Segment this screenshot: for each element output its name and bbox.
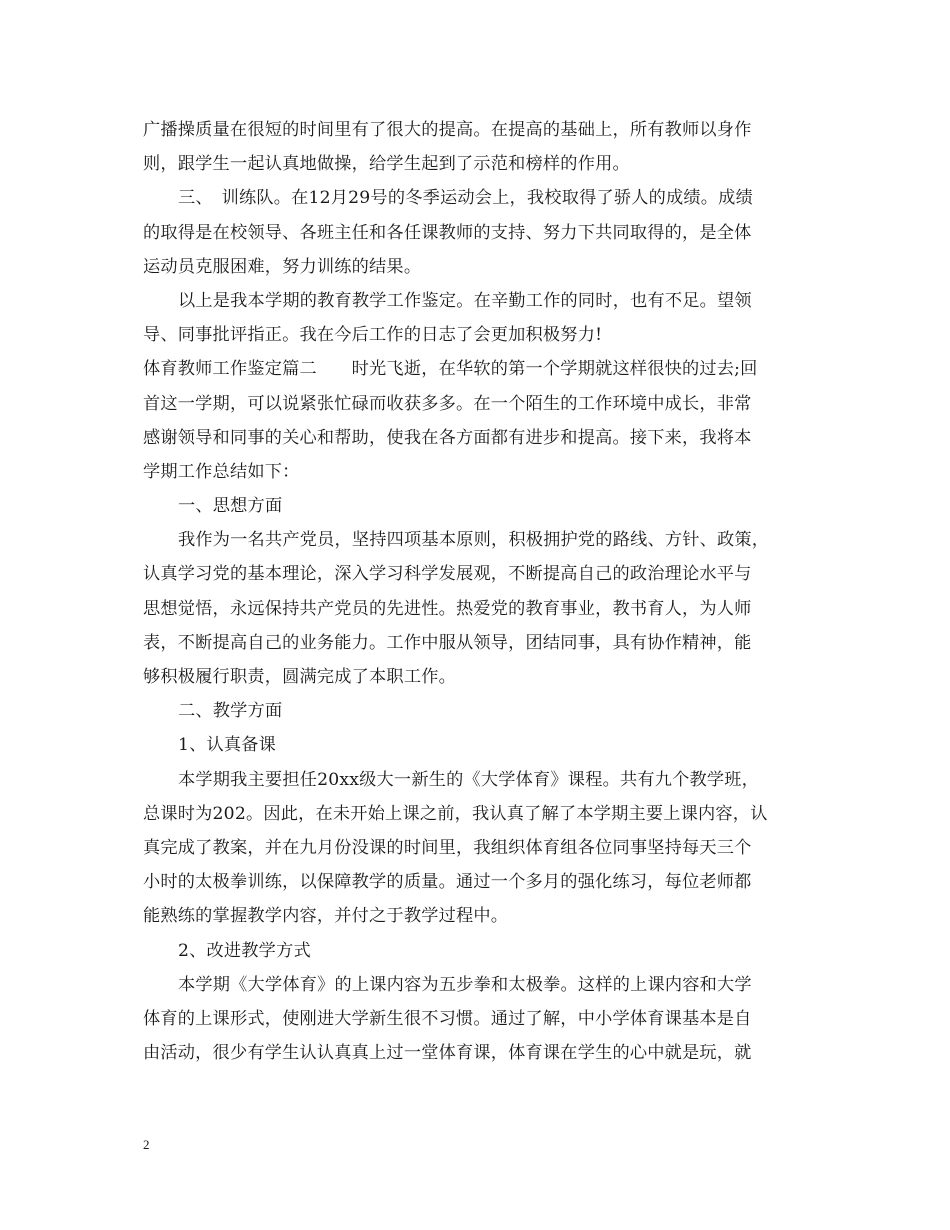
text-line: 体育教师工作鉴定篇二 时光飞逝，在华软的第一个学期就这样很快的过去;回 (143, 359, 758, 380)
text-line: 体育的上课形式，使刚进大学新生很不习惯。通过了解，中小学体育课基本是自 (143, 1008, 752, 1029)
text-line: 思想觉悟，永远保持共产党员的先进性。热爱党的教育事业，教书育人，为人师 (143, 598, 752, 619)
text-line: 广播操质量在很短的时间里有了很大的提高。在提高的基础上，所有教师以身作 (143, 120, 752, 140)
text-line: 表，不断提高自己的业务能力。工作中服从领导，团结同事，具有协作精神，能 (143, 632, 752, 653)
text-line: 够积极履行职责，圆满完成了本职工作。 (143, 667, 456, 687)
text-line: 总课时为202。因此，在未开始上课之前，我认真了解了本学期主要上课内容，认 (143, 803, 768, 824)
text-line: 二、教学方面 (178, 701, 283, 722)
text-line: 能熟练的掌握教学内容，并付之于教学过程中。 (143, 906, 509, 927)
text-line: 真完成了教案，并在九月份没课的时间里，我组织体育组各位同事坚持每天三个 (143, 837, 752, 858)
text-line: 的取得是在校领导、各班主任和各任课教师的支持、努力下共同取得的，是全体 (143, 222, 752, 243)
text-line: 本学期《大学体育》的上课内容为五步拳和太极拳。这样的上课内容和大学 (178, 974, 752, 995)
text-line: 三、 训练队。在12月29号的冬季运动会上，我校取得了骄人的成绩。成绩 (178, 188, 753, 209)
text-line: 学期工作总结如下： (143, 461, 300, 482)
text-line: 感谢领导和同事的关心和帮助，使我在各方面都有进步和提高。接下来，我将本 (143, 427, 752, 448)
text-line: 2、改进教学方式 (178, 940, 311, 961)
text-line: 首这一学期，可以说紧张忙碌而收获多多。在一个陌生的工作环境中成长，非常 (143, 393, 752, 414)
document-body (143, 113, 823, 1070)
text-line: 认真学习党的基本理论，深入学习科学发展观，不断提高自己的政治理论水平与 (143, 564, 752, 585)
text-line: 以上是我本学期的教育教学工作鉴定。在辛勤工作的同时，也有不足。望领 (178, 290, 752, 311)
text-line: 导、同事批评指正。我在今后工作的日志了会更加积极努力! (143, 325, 603, 346)
text-line: 由活动，很少有学生认认真真上过一堂体育课，体育课在学生的心中就是玩，就 (143, 1043, 752, 1064)
page-number: 2 (143, 1137, 150, 1152)
text-line: 小时的太极拳训练，以保障教学的质量。通过一个多月的强化练习，每位老师都 (143, 872, 752, 893)
text-line: 本学期我主要担任20xx级大一新生的《大学体育》课程。共有九个教学班， (178, 769, 760, 790)
text-line: 1、认真备课 (178, 735, 277, 756)
text-line: 则，跟学生一起认真地做操，给学生起到了示范和榜样的作用。 (143, 154, 630, 175)
text-line: 一、思想方面 (178, 496, 283, 517)
text-line: 我作为一名共产党员，坚持四项基本原则，积极拥护党的路线、方针、政策， (178, 530, 770, 551)
text-line: 运动员克服困难，努力训练的结果。 (143, 256, 422, 277)
